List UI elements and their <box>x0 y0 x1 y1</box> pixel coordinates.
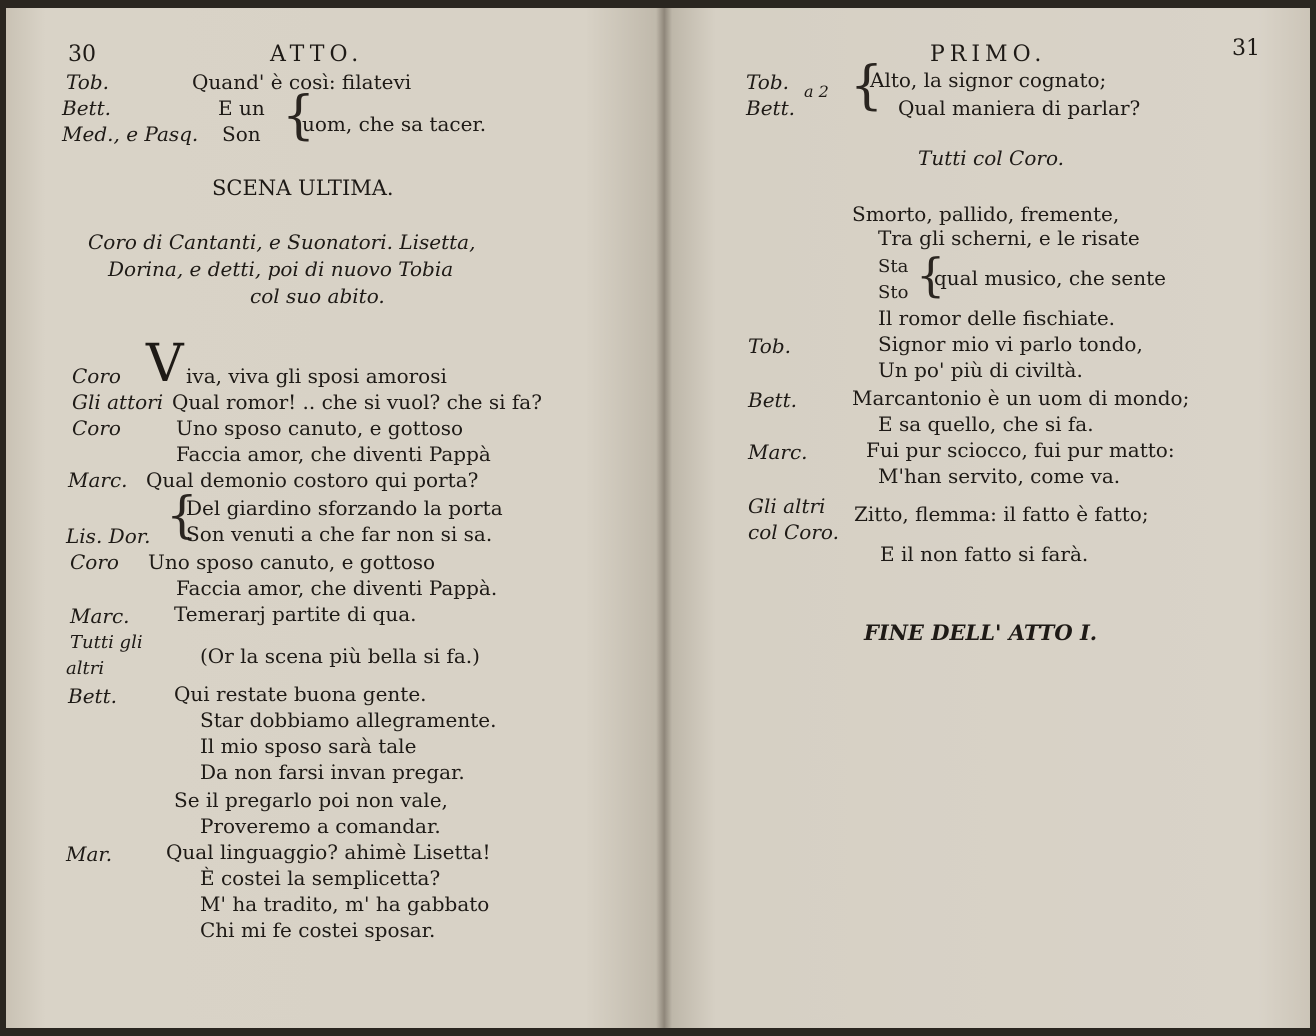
speaker: Mar. <box>66 842 113 866</box>
stage-direction: Dorina, e detti, poi di nuovo Tobia <box>108 257 454 281</box>
speaker: Bett. <box>746 96 795 120</box>
verse-line: M' ha tradito, m' ha gabbato <box>200 892 490 916</box>
brace: { <box>850 56 884 116</box>
verse-line: Son <box>222 122 261 146</box>
verse-line: Se il pregarlo poi non vale, <box>174 788 448 812</box>
verse-line: Tra gli scherni, e le risate <box>878 226 1140 250</box>
verse-line: Faccia amor, che diventi Pappà <box>176 442 491 466</box>
verse-line: Zitto, flemma: il fatto è fatto; <box>854 502 1149 526</box>
speaker: Coro <box>72 416 121 440</box>
verse-line: Il romor delle fischiate. <box>878 306 1116 330</box>
verse-line: Da non farsi invan pregar. <box>200 760 465 784</box>
speaker: altri <box>66 658 105 679</box>
speaker: Bett. <box>748 388 797 412</box>
speaker: Marc. <box>70 604 130 628</box>
page-number-right: 31 <box>1232 36 1260 61</box>
brace: { <box>282 86 316 146</box>
verse-line: Signor mio vi parlo tondo, <box>878 332 1143 356</box>
speaker: Gli attori <box>72 390 164 414</box>
verse-line: Del giardino sforzando la porta <box>186 496 503 520</box>
book-gutter <box>656 8 672 1028</box>
duet-marker: a 2 <box>804 82 829 101</box>
verse-line: Temerarj partite di qua. <box>174 602 417 626</box>
verse-line: Qui restate buona gente. <box>174 682 427 706</box>
section-heading: Tutti col Coro. <box>918 146 1064 170</box>
speaker: col Coro. <box>748 520 839 544</box>
verse-fragment: Sta <box>878 256 909 277</box>
speaker: Gli altri <box>748 494 826 518</box>
speaker: Lis. Dor. <box>66 524 151 548</box>
verse-line: Uno sposo canuto, e gottoso <box>176 416 464 440</box>
speaker: Coro <box>70 550 119 574</box>
verse-line: Son venuti a che far non si sa. <box>186 522 493 546</box>
speaker: Tob. <box>746 70 789 94</box>
verse-line: Fui pur sciocco, fui pur matto: <box>866 438 1175 462</box>
verse-line: Chi mi fe costei sposar. <box>200 918 436 942</box>
verse-fragment: Sto <box>878 282 909 303</box>
verse-line: Il mio sposo sarà tale <box>200 734 417 758</box>
verse-line: Qual linguaggio? ahimè Lisetta! <box>166 840 491 864</box>
speaker: Bett. <box>62 96 111 120</box>
verse-line: Proveremo a comandar. <box>200 814 441 838</box>
brace: { <box>166 486 198 544</box>
speaker: Marc. <box>68 468 128 492</box>
speaker: Bett. <box>68 684 117 708</box>
verse-line: E un <box>218 96 265 120</box>
end-title: FINE DELL' ATTO I. <box>864 620 1098 645</box>
verse-line: Alto, la signor cognato; <box>870 68 1107 92</box>
verse-line: Un po' più di civiltà. <box>878 358 1083 382</box>
verse-line: Uno sposo canuto, e gottoso <box>148 550 436 574</box>
drop-cap: V <box>146 334 184 394</box>
stage-direction: Coro di Cantanti, e Suonatori. Lisetta, <box>88 230 476 254</box>
speaker: Med., e Pasq. <box>62 122 199 146</box>
scene-title: SCENA ULTIMA. <box>212 176 394 200</box>
verse-line: Qual romor! .. che si vuol? che si fa? <box>172 390 542 414</box>
speaker: Tutti gli <box>70 632 143 653</box>
verse-line: Qual demonio costoro qui porta? <box>146 468 479 492</box>
speaker: Tob. <box>66 70 109 94</box>
verse-line: iva, viva gli sposi amorosi <box>186 364 447 388</box>
stage-direction: col suo abito. <box>250 284 385 308</box>
speaker: Tob. <box>748 334 791 358</box>
verse-line: Faccia amor, che diventi Pappà. <box>176 576 498 600</box>
verse-line: M'han servito, come va. <box>878 464 1121 488</box>
running-head-right: PRIMO. <box>930 42 1047 67</box>
verse-line: E il non fatto si farà. <box>880 542 1089 566</box>
verse-line: Star dobbiamo allegramente. <box>200 708 497 732</box>
page-number-left: 30 <box>68 42 96 67</box>
verse-line: uom, che sa tacer. <box>302 112 487 136</box>
verse-line: È costei la semplicetta? <box>200 866 441 890</box>
verse-line: qual musico, che sente <box>934 266 1166 290</box>
verse-line: Quand' è così: filatevi <box>192 70 412 94</box>
running-head-left: ATTO. <box>270 42 364 67</box>
speaker: Marc. <box>748 440 808 464</box>
verse-line: (Or la scena più bella si fa.) <box>200 644 480 668</box>
verse-line: E sa quello, che si fa. <box>878 412 1094 436</box>
speaker: Coro <box>72 364 121 388</box>
verse-line: Smorto, pallido, fremente, <box>852 202 1120 226</box>
verse-line: Marcantonio è un uom di mondo; <box>852 386 1190 410</box>
verse-line: Qual maniera di parlar? <box>898 96 1141 120</box>
brace: { <box>916 248 946 302</box>
